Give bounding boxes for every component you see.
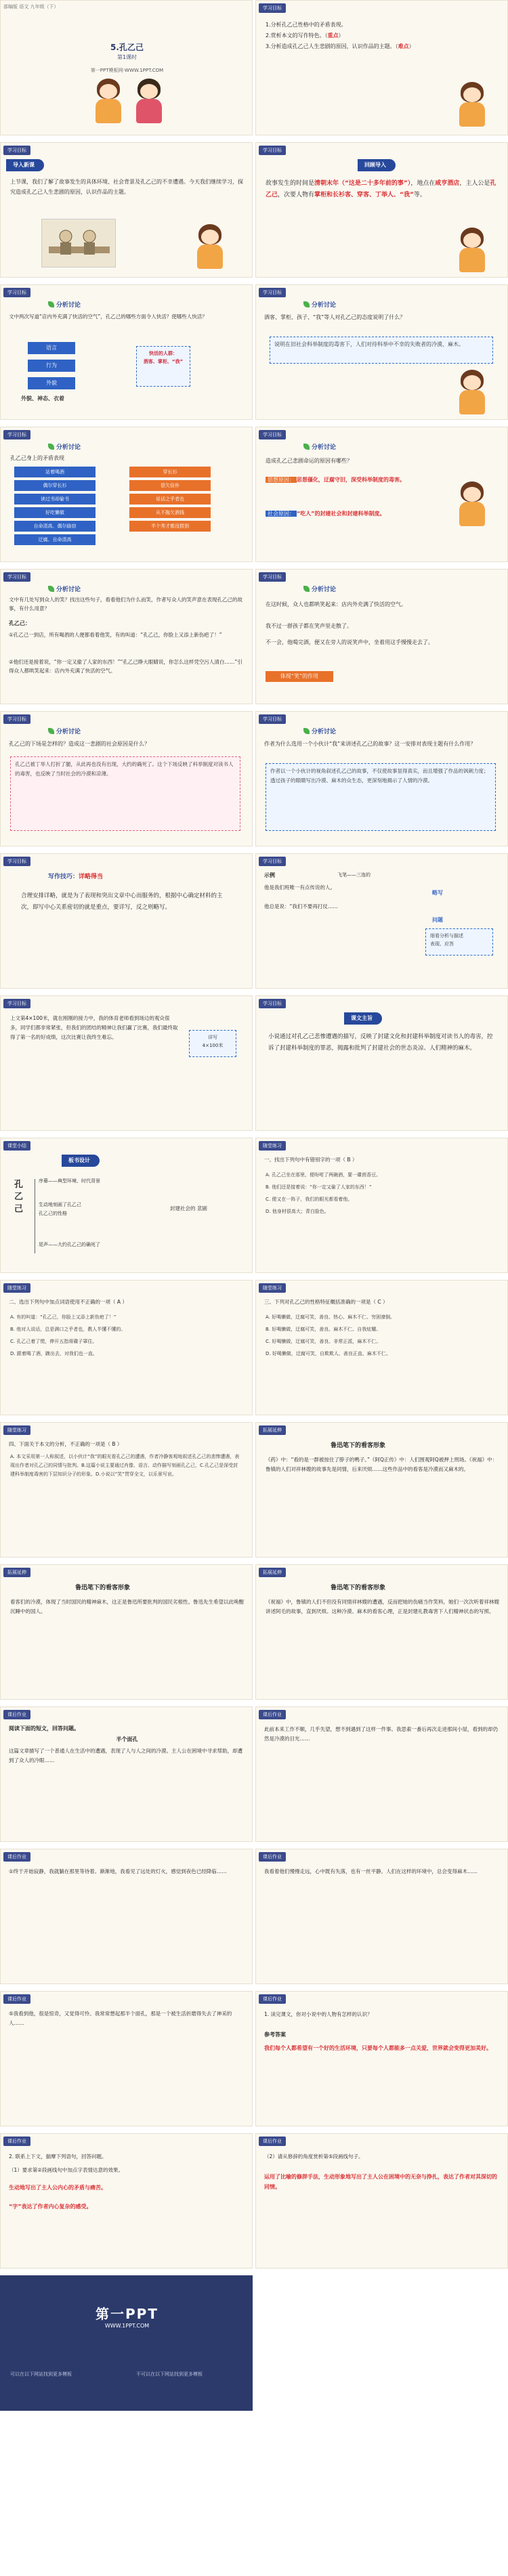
extension-slide-1 (255, 1422, 508, 1558)
relay-slide (0, 995, 253, 1131)
option-item: A. 好喝懒做，迂腐可笑，善良、热心、麻木不仁、穷困潦倒。 (266, 1314, 396, 1320)
board-banner: 板书设计 (62, 1155, 100, 1167)
leaf-icon (303, 444, 310, 450)
child-illustration (190, 224, 230, 272)
row-5 (0, 569, 508, 704)
board-slide (0, 1138, 253, 1273)
answer-text: 生动地写出了主人公内心的矛盾与痛苦。 (9, 2185, 106, 2191)
question-text: 文中两次写道“店内外充满了快活的空气”，孔乙己的哪些方面令人快活？使哪些人快活？ (9, 314, 207, 320)
option-item: D. 跟着喝了酒，踱出去，对我们也一直。 (10, 1351, 98, 1356)
slide-tag: 拓展延伸 (259, 1425, 286, 1435)
board-summary: 封建社会的 悲剧 (170, 1205, 207, 1211)
note-box: 详写 4×100米 (189, 1030, 236, 1057)
technique-text: 合理安排详略，就是为了表现和突出文章中心而服务的，根据中心确定材料的主次，即写中心关系密切的就是重点，要详写，反之则略写。 (21, 893, 223, 911)
answer-text: “字”表达了作者内心复杂的感受。 (9, 2204, 92, 2210)
passage-text: ⑤我看到他，很是惊奇，又觉得可怜。我常常想起那半个面孔，那是一个被生活折磨得失去了神采的人…… (9, 2011, 232, 2026)
ppt-logo: 第一PPT (96, 2306, 158, 2322)
section-heading: 分析讨论 (303, 727, 336, 735)
leaf-icon (48, 728, 54, 734)
slide-tag: 随堂练习 (259, 1283, 286, 1293)
slide-tag: 随堂练习 (3, 1283, 30, 1293)
exercise-body: A. 本文采用第一人称叙述，以小伙计“我”的眼光看孔乙己的遭遇，作者冷静客观地叙述孔乙己的悲惨遭遇，表现出作者对孔乙己的同情与批判。B.这篇小说主要通过肖像、语言、动作描写刻画孔乙己，C.孔乙己是深受封建科举制度毒害的下层知识分子的形象。D.小说以“笑”贯穿全文，以乐景写哀。 (10, 1454, 240, 1477)
child-illustration (129, 79, 169, 126)
row-2 (0, 142, 508, 278)
trait-label: 外貌 (28, 377, 75, 389)
discuss-slide-2 (255, 284, 508, 420)
homework-title: 阅读下面的短文，回答问题。 (9, 1725, 79, 1732)
cause-slide (255, 427, 508, 562)
section-heading: 分析讨论 (303, 584, 336, 593)
extension-slide-3 (255, 1564, 508, 1700)
option-item: B. 他对人说话，总是满口之乎者也，教人半懂不懂的。 (10, 1327, 126, 1332)
quote-text: 他是我们班唯一有点传说的人。 (264, 884, 335, 890)
answer-text: 我们每个人都希望有一个好的生活环境，只要每个人都能多一点关爱，世界就会变得更加美好。 (264, 2045, 492, 2051)
board-branch: 序幕——典型环境、时代背景 (39, 1178, 100, 1184)
option-item: C. 孔乙己着了慌，伸开五指将碟子罩住。 (10, 1339, 98, 1344)
section-heading: 分析讨论 (48, 727, 81, 735)
intro-banner: 导入新课 (6, 159, 44, 171)
section-heading: 分析讨论 (48, 300, 81, 309)
footer-link[interactable]: 不可以在以下网站找到更多模板 (136, 2371, 203, 2377)
leaf-icon (48, 444, 54, 450)
question-text: 2. 联系上下文，揣摩下列语句，回答问题。 (9, 2153, 107, 2160)
lead-text: 孔乙己身上的矛盾表现 (10, 455, 64, 461)
laugh-slide-2 (255, 569, 508, 704)
row-12 (0, 1564, 508, 1700)
review-slide (255, 142, 508, 278)
homework-slide-2 (255, 1706, 508, 1842)
option-item: B. 好喝懒做，迂腐可笑，善良、麻木不仁、自我炫耀。 (266, 1327, 381, 1332)
question-text: 文中有几处写到众人的笑？找出这些句子，看看他们为什么而笑，作者写众人的笑声意在表现孔乙己的故事，有什么用意？ (9, 597, 242, 611)
extension-text: 看客们的冷漠，体现了当时国民的精神麻木，这正是鲁迅所要批判的国民劣根性。鲁迅先生希望以此唤醒沉睡中的国人。 (10, 1599, 244, 1614)
slide-tag: 学习目标 (3, 714, 30, 724)
contrast-left: 好吃懒做 (14, 507, 96, 518)
contrast-right: 说话之乎者也 (129, 494, 211, 505)
question-text: 酒客、掌柜、孩子、“我”等人对孔乙己的态度说明了什么？ (264, 314, 406, 320)
answer-box: 作者以一个小伙计的视角叙述孔乙己的故事，不仅使故事显得真实，而且增强了作品的讽刺力度；透过孩子的眼睛写出冷漠、麻木的众生态，更深刻地揭示了人情的冷漠。 (266, 763, 496, 831)
contradiction-slide (0, 427, 253, 562)
question-text: 作者为什么选用一个小伙计“我”来讲述孔乙己的故事？这一安排对表现主题有什么作用？ (264, 741, 476, 747)
slide-tag: 随堂练习 (259, 1141, 286, 1151)
sub-heading: 示例 (264, 872, 275, 878)
review-text: 故事发生的时间是清朝末年（“这是二十多年前的事”），地点在咸亨酒店，主人公是孔乙己，次要人物有掌柜和长衫客、穿客、丁举人、“我”等。 (266, 180, 496, 198)
slide-tag: 拓展延伸 (259, 1568, 286, 1577)
slide-tag: 学习目标 (3, 999, 30, 1008)
exercise-slide-4 (0, 1422, 253, 1558)
slide-tag: 课后作业 (259, 1710, 286, 1719)
slide-tag: 课后作业 (3, 1852, 30, 1862)
slide-tag: 课后作业 (259, 2137, 286, 2146)
homework-slide-8 (255, 2133, 508, 2269)
technique-slide (0, 853, 253, 989)
row-1 (0, 0, 508, 135)
slide-tag: 学习目标 (259, 572, 286, 582)
slide-tag: 学习目标 (3, 857, 30, 866)
row-15 (0, 1991, 508, 2126)
slide-tag: 学习目标 (259, 999, 286, 1008)
lead-text: 飞笔——三连的 (337, 872, 371, 878)
footer-slide (0, 2275, 253, 2411)
question-text: 孔乙己的下场是怎样的？造成这一悲剧的社会原因是什么？ (9, 741, 150, 747)
sub-heading: 孔乙己： (9, 620, 30, 626)
slide-tag: 学习目标 (259, 857, 286, 866)
extension-text: 《祝福》中，鲁镇的人们不但没有同情祥林嫂的遭遇，反而把她的伤痛当作笑料，她们一次次听着祥林嫂讲述阿毛的故事，直到厌烦。这种冷漠、麻木的看客心理，正是封建礼教毒害下人们精神状态的写照。 (266, 1599, 499, 1614)
row-9 (0, 1138, 508, 1273)
slide-tag: 学习目标 (3, 146, 30, 155)
quote-text: 我不过一群孩子都在笑声里走散了。 (266, 623, 352, 629)
section-heading: 鲁迅笔下的看客形象 (75, 1585, 131, 1591)
child-illustration (452, 228, 492, 275)
option-item: A. 有的叫道：“孔乙己，你脸上又添上新伤疤了！” (10, 1314, 117, 1320)
slide-tag: 课堂小结 (3, 1141, 30, 1151)
slide-tag: 随堂练习 (3, 1425, 30, 1435)
quote-text: ①孔乙己一到店，所有喝酒的人便都看着他笑，有的叫道：“孔乙己，你脸上又添上新伤疤了！” (9, 632, 222, 638)
option-item: D. 他身材很高大；青白脸色。 (266, 1209, 329, 1214)
row-4 (0, 427, 508, 562)
laugh-slide (0, 569, 253, 704)
answer-box: 孔乙己被丁举人打折了腿，从此再也没有出现，大约的确死了。这个下场反映了科举制度对读书人的毒害，也反映了当时社会的冷漠和凉薄。 (10, 756, 240, 831)
example-slide (255, 853, 508, 989)
option-item: C. 好喝懒做，迂腐可笑，善良、非常正派，麻木不仁。 (266, 1339, 381, 1344)
contrast-left: 站着喝酒 (14, 467, 96, 477)
theme-text: 小说通过对孔乙己悲惨遭遇的描写，反映了封建文化和封建科举制度对读书人的毒害，控诉了封建科举制度的罪恶，揭露和批判了封建社会的世态炎凉、人们精神的麻木。 (268, 1033, 493, 1052)
example-text: 上文第4×100米，就在刚刚的接力中，我的体育老师看到场边的观众很多，同学们都非常紧张，但我们的团结的精神让我们赢了比赛，我们最终取得了第一名的好成绩，这次比赛让我终生难忘。 (10, 1015, 178, 1040)
contrast-left: 偶尔穿长衫 (14, 480, 96, 491)
question-text: 四、下面关于本文的分析，不正确的一项是（ B ） (9, 1441, 123, 1447)
slide-tag: 学习目标 (3, 430, 30, 439)
goal-item: 3.分析造成孔乙己人生悲剧的原因，认识作品的主题。（难点） (266, 43, 415, 49)
cover-slide (0, 0, 253, 135)
option-item: A. 孔乙己坐在那里，便吩咐了两碗酒，要一碟茴香豆。 (266, 1172, 381, 1178)
row-14 (0, 1849, 508, 1984)
discuss-slide-1 (0, 284, 253, 420)
contrast-left: 读过书却偷书 (14, 494, 96, 505)
child-illustration (89, 79, 128, 126)
slide-tag: 拓展延伸 (3, 1568, 30, 1577)
row-17 (0, 2275, 508, 2411)
section-heading: 分析讨论 (48, 442, 81, 451)
note-label: 体现“笑”的作用 (266, 671, 333, 682)
slide-tag: 课后作业 (259, 1994, 286, 2004)
cause-answer: 思想原因： 思想僵化，迂腐守旧，深受科举制度的毒害。 (266, 475, 435, 485)
homework-slide-7 (0, 2133, 253, 2269)
exercise-slide-3 (255, 1280, 508, 1415)
contrast-right: 从不拖欠酒钱 (129, 507, 211, 518)
contrast-right: 穿长衫 (129, 467, 211, 477)
illustration-image (41, 219, 116, 267)
slide-tag: 学习目标 (259, 288, 286, 297)
extension-slide-2 (0, 1564, 253, 1700)
passage-text: ①终于开始寂静，我就躺在那里等待着。渐渐地，我看见了远处的灯火，感觉到夜色已经降临…… (9, 1868, 227, 1874)
section-heading: 鲁迅笔下的看客形象 (331, 1585, 386, 1591)
row-8 (0, 995, 508, 1131)
option-item: B. 他们还是接着说：“你一定又偷了人家的东西！” (266, 1184, 372, 1190)
note-box: 细看分析与描述 表现、应答 (425, 928, 493, 956)
slide-tag: 课后作业 (3, 1994, 30, 2004)
sub-question: （1）要求第②段画线句中加点字表情达意的效果。 (9, 2167, 123, 2173)
cover-subtitle: 第1课时 (117, 54, 137, 60)
note-label: 问题 (432, 917, 443, 923)
row-7 (0, 853, 508, 989)
exercise-slide-2 (0, 1280, 253, 1415)
leaf-icon (303, 728, 310, 734)
section-heading: 鲁迅笔下的看客形象 (331, 1442, 386, 1449)
answer-box: 快活的人群： 酒客、掌柜、“我” (136, 346, 190, 387)
leaf-icon (48, 301, 54, 307)
homework-slide-6 (255, 1991, 508, 2126)
slide-tag: 学习目标 (259, 714, 286, 724)
section-heading: 分析讨论 (303, 442, 336, 451)
question-text: 1. 读完课文，你对小说中的人物有怎样的认识？ (264, 2011, 373, 2017)
cover-title: 5.孔乙己 (110, 43, 144, 52)
section-heading: 写作技巧：详略得当 (48, 874, 104, 880)
goals-slide (255, 0, 508, 135)
question-text: 三、下列对孔乙己的性格特征概括准确的一项是（ C ） (264, 1299, 388, 1305)
quote-text: 他总是说：“我们不要再打仗…… (264, 903, 338, 909)
leaf-icon (303, 301, 310, 307)
row-13 (0, 1706, 508, 1842)
footer-url: WWW.1PPT.COM (104, 2323, 150, 2329)
answer-box: 说明在旧社会科举制度的毒害下，人们对待科举中不幸的失败者的冷漠、麻木。 (270, 337, 493, 364)
option-item: C. 便又在一阵子，我们的眼光都看着他。 (266, 1197, 353, 1202)
passage-title: 半个面孔 (116, 1736, 138, 1742)
cover-url: 第一PPT模板网-WWW.1PPT.COM (90, 68, 164, 73)
exercise-slide-1 (255, 1138, 508, 1273)
quote-text: 不一会，他喝完酒，便又在旁人的说笑声中，坐着用这手慢慢走去了。 (266, 639, 433, 645)
footer-link[interactable]: 可以在以下网站找到更多模板 (10, 2371, 72, 2377)
option-item: D. 好喝懒做，迂腐可笑，自欺欺人、善良正直、麻木不仁。 (266, 1351, 391, 1356)
homework-slide-3 (0, 1849, 253, 1984)
contrast-right: 偿欠俭朴 (129, 480, 211, 491)
slide-tag: 课后作业 (3, 2137, 30, 2146)
board-branch: 尾声——大约孔乙己的确死了 (39, 1242, 100, 1247)
homework-slide-1 (0, 1706, 253, 1842)
question-text: （2）请从修辞的角度赏析第⑤段画线句子。 (264, 2153, 364, 2160)
board-center: 孔乙己 (14, 1180, 24, 1214)
board-branch: 生动地刻画了孔乙己 孔乙己的性格 (39, 1202, 81, 1216)
review-banner: 回顾导入 (358, 159, 396, 171)
row-6 (0, 711, 508, 846)
row-10 (0, 1280, 508, 1415)
slide-tag: 课后作业 (3, 1710, 30, 1719)
theme-banner: 课文主旨 (344, 1012, 382, 1025)
quote-text: ②他们还是接着说，“你一定又偷了人家的东西！”“孔乙己睁大眼睛说，你怎么这样凭空污人清白……”引得众人都哄笑起来：店内外充满了快活的空气。 (9, 659, 242, 674)
child-illustration (452, 82, 492, 129)
section-heading: 分析讨论 (48, 584, 81, 593)
contrast-left: 自命清高、偶尔偷窃 (14, 521, 96, 532)
leaf-icon (48, 586, 54, 592)
goals-tag: 学习目标 (259, 3, 286, 13)
homework-slide-5 (0, 1991, 253, 2126)
goal-item: 1.分析孔乙己性格中的矛盾表现。 (266, 22, 347, 28)
section-heading: 分析讨论 (303, 300, 336, 309)
child-illustration (452, 370, 492, 417)
child-illustration (452, 481, 492, 529)
intro-slide (0, 142, 253, 278)
question-text: 二、选出下列句中加点词语使用不正确的一项（ A ） (9, 1299, 127, 1305)
passage-text: 这篇文章描写了一个普通人在生活中的遭遇，表现了人与人之间的冷漠。主人公在困境中寻求帮助，却遭到了众人的冷眼…… (9, 1748, 242, 1763)
goal-item: 2.赏析本文的写作特色。（重点） (266, 33, 344, 39)
slide-tag: 学习目标 (259, 430, 286, 439)
fate-slide (0, 711, 253, 846)
cover-topline: 部编版 语文 九年级（下） (3, 4, 59, 9)
homework-slide-4 (255, 1849, 508, 1984)
answer-text: 运用了比喻的修辞手法，生动形象地写出了主人公在困境中的无奈与挣扎，表达了作者对其深切的同情。 (264, 2174, 497, 2190)
theme-slide (255, 995, 508, 1131)
slide-tag: 学习目标 (3, 288, 30, 297)
question-text: 造成孔乙己悲剧命运的原因有哪些？ (266, 458, 352, 464)
narrator-slide (255, 711, 508, 846)
slide-tag: 学习目标 (259, 146, 286, 155)
question-text: 一、找出下列句中有错别字的一项（ B ） (264, 1157, 358, 1163)
trait-note: 外貌、神态、衣着 (21, 395, 64, 402)
row-3 (0, 284, 508, 420)
note-label: 略写 (432, 890, 443, 896)
quote-text: 在这时候，众人也都哄笑起来：店内外充满了快活的空气。 (266, 601, 406, 607)
slide-tag: 学习目标 (3, 572, 30, 582)
intro-text: 上节课，我们了解了故事发生的具体环境、社会背景及孔乙己的不幸遭遇。今天我们继续学习，探究造成孔乙己人生悲剧的原因，认识作品的主题。 (10, 179, 243, 195)
passage-text: 此前本来工作不顺，几乎失望，想不到遇到了这样一件事。我思索一番后再次走进那间小屋，看到的却仍然是冷漠的目光…… (264, 1726, 498, 1742)
answer-heading: 参考答案 (264, 2032, 286, 2038)
extension-text: 《药》中：“看的是一群被按住了脖子的鸭子。”《阿Q正传》中：人们围观阿Q被押上刑场。《祝福》中：鲁镇的人们对祥林嫂的故事先是同情，后来厌烦……这些作品中的看客是冷漠而又麻木的。 (266, 1457, 498, 1472)
row-11 (0, 1422, 508, 1558)
trait-label: 语言 (28, 342, 75, 354)
contrast-left: 迂腐、自命清高 (14, 534, 96, 545)
row-16 (0, 2133, 508, 2269)
cause-answer: 社会原因： “吃人”的封建社会和封建科举制度。 (266, 509, 435, 519)
footer-logo (1, 2303, 253, 2329)
slide-tag: 课后作业 (259, 1852, 286, 1862)
passage-text: 我看着他们慢慢走远，心中既有失落，也有一丝平静。人们在这样的环境中，总会变得麻木…… (264, 1868, 478, 1874)
contrast-right: 半个秀才都没捞到 (129, 521, 211, 532)
trait-label: 行为 (28, 360, 75, 372)
leaf-icon (303, 586, 310, 592)
